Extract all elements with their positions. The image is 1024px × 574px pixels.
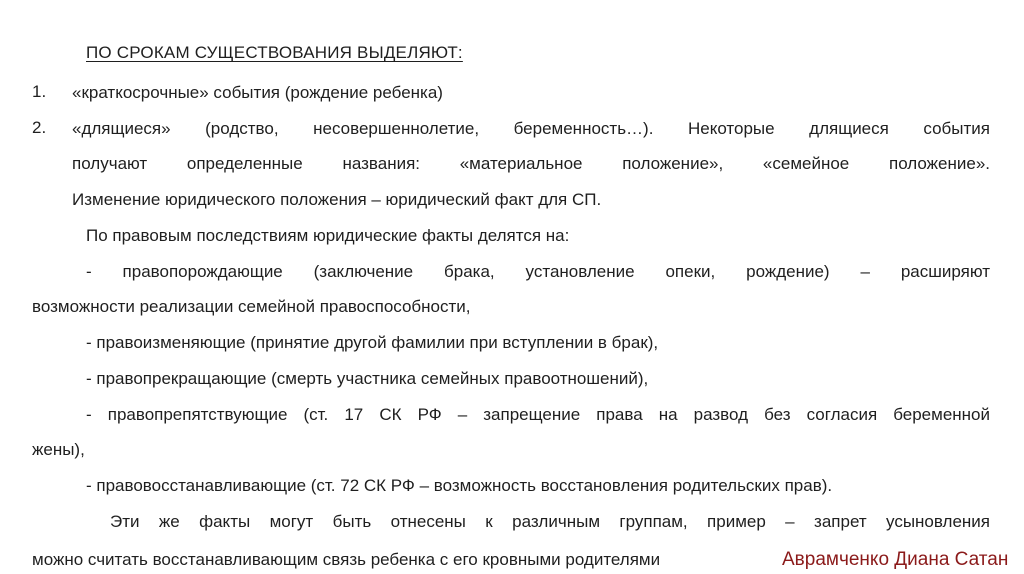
- type-terminating: - правопрекращающие (смерть участника семейных правоотношений),: [86, 369, 649, 388]
- type-generating-line-1: - правопорождающие (заключение брака, установление опеки, рождение) – расширяют: [86, 262, 990, 281]
- consequences-intro: По правовым последствиям юридические факты делятся на:: [86, 226, 570, 245]
- list-item-2-line-3: Изменение юридического положения – юридический факт для СП.: [72, 190, 602, 209]
- type-generating-line-2: возможности реализации семейной правоспособности,: [32, 297, 471, 316]
- type-preventing-line-2: жены),: [32, 440, 85, 459]
- type-changing: - правоизменяющие (принятие другой фамилии при вступлении в брак),: [86, 333, 659, 352]
- type-preventing-line-1: - правопрепятствующие (ст. 17 СК РФ – запрещение права на развод без согласия беременной: [86, 405, 990, 424]
- closing-line-1: Эти же факты могут быть отнесены к различным группам, пример – запрет усыновления: [110, 512, 990, 531]
- type-restoring: - правовосстанавливающие (ст. 72 СК РФ – возможность восстановления родительских прав).: [86, 476, 833, 495]
- list-number-2: 2.: [32, 118, 47, 137]
- closing-line-2: можно считать восстанавливающим связь ребенка с его кровными родителями: [32, 550, 661, 569]
- list-item-2-line-2: получают определенные названия: «материальное положение», «семейное положение».: [72, 154, 990, 173]
- list-item-1: «краткосрочные» события (рождение ребенка): [72, 83, 443, 102]
- list-number-1: 1.: [32, 82, 47, 101]
- section-heading: ПО СРОКАМ СУЩЕСТВОВАНИЯ ВЫДЕЛЯЮТ:: [86, 43, 463, 62]
- list-item-2-line-1: «длящиеся» (родство, несовершеннолетие, беременность…). Некоторые длящиеся события: [72, 119, 990, 138]
- author-signature: Аврамченко Диана Сатан: [782, 549, 1009, 570]
